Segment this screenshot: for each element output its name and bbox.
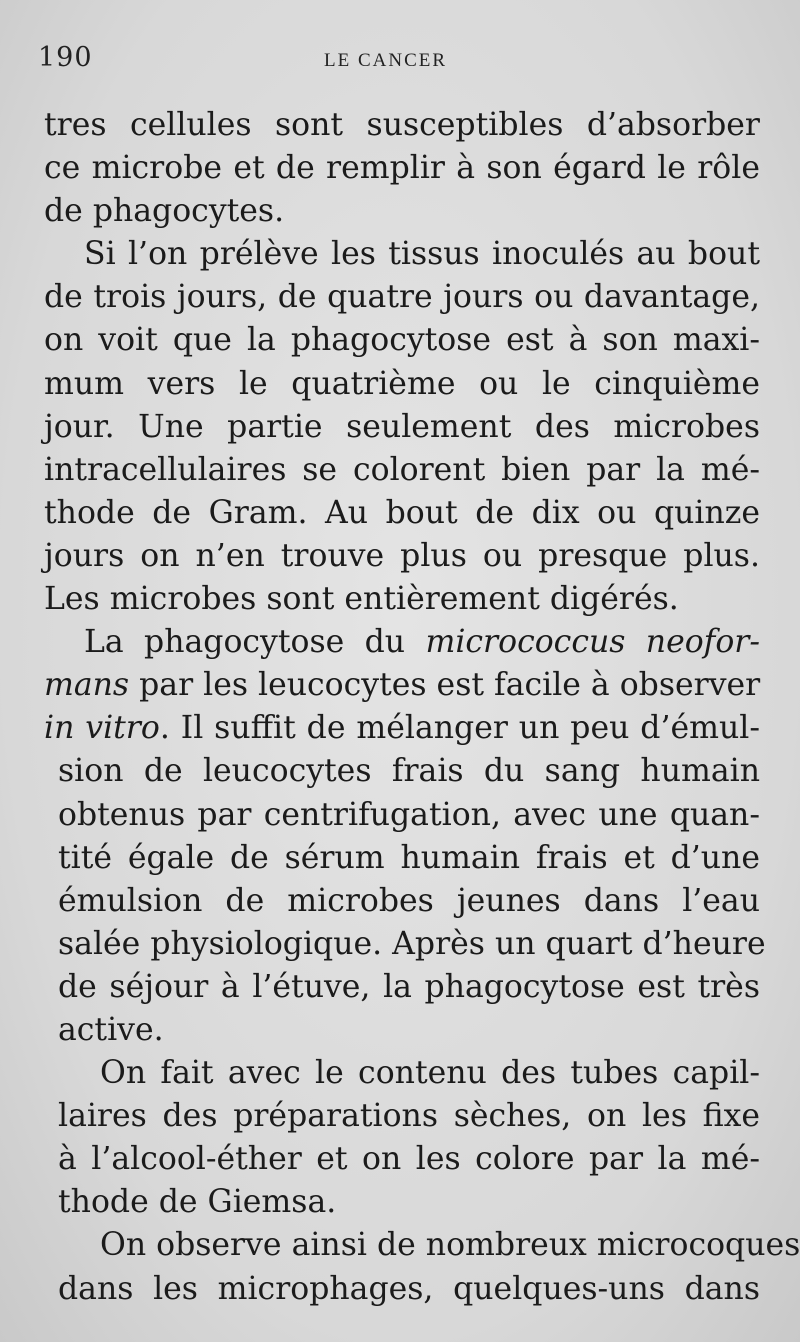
text-line: obtenus par centrifugation, avec une quan-	[58, 796, 760, 833]
italic-term: mans	[44, 667, 130, 704]
text-line	[44, 664, 760, 707]
text-line: salée physiologique. Après un quart d’heure	[58, 925, 766, 962]
text-line: On observe ainsi de nombreux microcoques	[100, 1227, 800, 1264]
text-line: sion de leucocytes frais du sang humain	[58, 753, 760, 790]
text-line: Les microbes sont entièrement digérés.	[44, 581, 679, 618]
text-line: dans les microphages, quelques-uns dans	[58, 1270, 760, 1307]
text-line: thode de Giemsa.	[58, 1184, 337, 1221]
text-line: émulsion de microbes jeunes dans l’eau	[58, 882, 760, 919]
page-number: 190	[38, 42, 93, 73]
text-segment: La phagocytose du	[84, 624, 426, 661]
italic-term: micrococcus neofor-	[425, 624, 760, 661]
text-line: de séjour à l’étuve, la phagocytose est très	[58, 968, 760, 1005]
text-line: active.	[58, 1011, 164, 1048]
page-header	[38, 42, 758, 78]
text-line: tres cellules sont susceptibles d’absorber	[44, 107, 760, 143]
text-line: mum vers le quatrième ou le cinquième	[44, 365, 760, 402]
text-line: jours on n’en trouve plus ou presque plus.	[44, 537, 760, 574]
italic-term: in vitro	[44, 710, 160, 747]
text-line: à l’alcool-éther et on les colore par la mé-	[58, 1141, 760, 1178]
text-line: Si l’on prélève les tissus inoculés au bout	[84, 236, 760, 273]
text-line: jour. Une partie seulement des microbes	[44, 408, 760, 445]
text-line	[44, 621, 760, 664]
text-line: ce microbe et de remplir à son égard le rôle	[44, 150, 760, 187]
text-line: de trois jours, de quatre jours ou davantage,	[44, 279, 760, 316]
text-line: On fait avec le contenu des tubes capil-	[100, 1055, 760, 1092]
text-segment: par les leucocytes est facile à observer	[129, 667, 761, 704]
text-line: tité égale de sérum humain frais et d’une	[58, 839, 760, 876]
text-line: thode de Gram. Au bout de dix ou quinze	[44, 494, 760, 531]
running-head: LE CANCER	[324, 50, 448, 71]
text-segment: . Il suffit de mélanger un peu d’émul-	[159, 710, 760, 747]
text-line	[44, 707, 760, 750]
text-line: on voit que la phagocytose est à son maxi-	[44, 322, 760, 359]
body-text	[44, 104, 800, 1311]
text-line: intracellulaires se colorent bien par la mé-	[44, 451, 760, 488]
text-line: laires des préparations sèches, on les fixe	[58, 1098, 760, 1135]
text-line: de phagocytes.	[44, 193, 285, 230]
